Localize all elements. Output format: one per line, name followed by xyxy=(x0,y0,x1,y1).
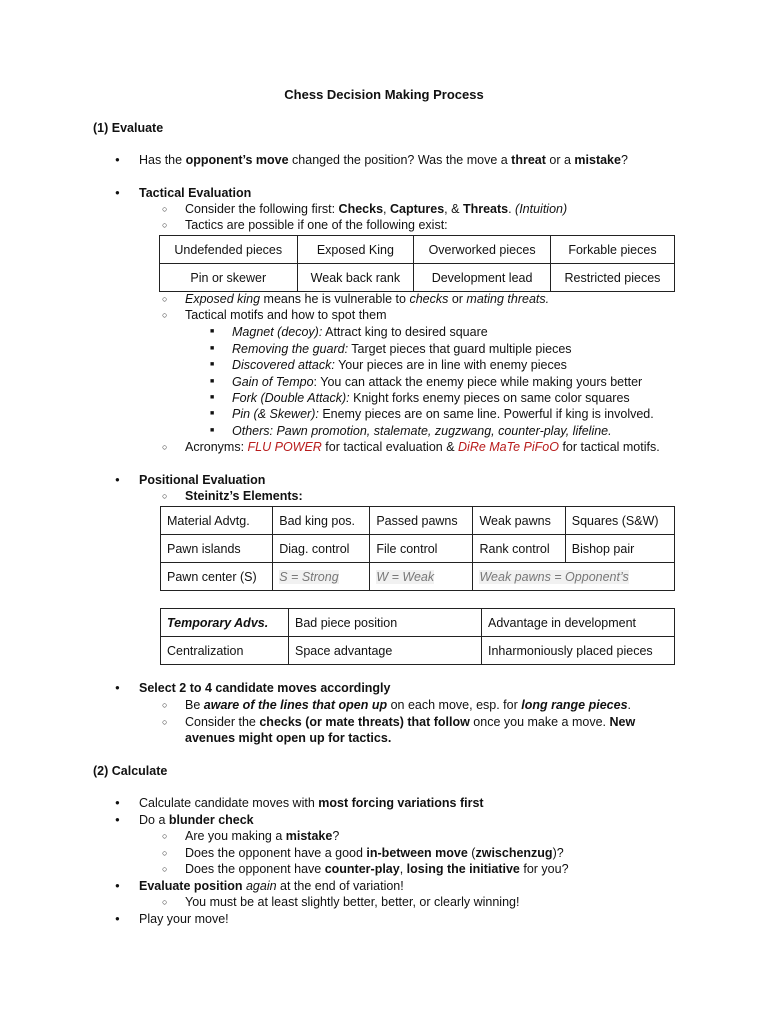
table-cell: Rank control xyxy=(473,535,565,563)
table-cell: Squares (S&W) xyxy=(565,507,674,535)
steinitz-table xyxy=(160,506,675,591)
tactical-consider: ○ Consider the following first: Checks, Captures, & Threats. (Intuition) xyxy=(185,201,567,217)
table-cell: Overworked pieces xyxy=(414,236,551,264)
table-row xyxy=(161,637,675,665)
table-cell: Development lead xyxy=(414,264,551,292)
tactical-heading: ● Tactical Evaluation xyxy=(139,185,251,201)
motif-item: ■ Gain of Tempo: You can attack the enemy piece while making yours better xyxy=(232,374,642,390)
motif-item: ■ Fork (Double Attack): Knight forks enemy pieces on same color squares xyxy=(232,390,630,406)
table-cell: Weak back rank xyxy=(297,264,414,292)
motifs-intro: ○ Tactical motifs and how to spot them xyxy=(185,307,386,323)
motif-item: ■ Others: Pawn promotion, stalemate, zugzwang, counter-play, lifeline. xyxy=(232,423,612,439)
acronyms-line: ○ Acronyms: FLU POWER for tactical evaluation & DiRe MaTe PiFoO for tactical motifs. xyxy=(185,439,660,455)
table-row xyxy=(160,264,675,292)
table-cell: Temporary Advs. xyxy=(161,609,289,637)
motif-item: ■ Removing the guard: Target pieces that guard multiple pieces xyxy=(232,341,572,357)
table-cell: Centralization xyxy=(161,637,289,665)
play-move: ● Play your move! xyxy=(139,911,229,927)
table-cell: Passed pawns xyxy=(370,507,473,535)
calc-candidates: ● Calculate candidate moves with most forcing variations first xyxy=(139,795,484,811)
bullet-opponent-move: ● Has the opponent’s move changed the position? Was the move a threat or a mistake? xyxy=(139,152,628,168)
table-row xyxy=(161,609,675,637)
table-cell: Bad king pos. xyxy=(273,507,370,535)
table-cell: Inharmoniously placed pieces xyxy=(482,637,675,665)
table-cell: Restricted pieces xyxy=(550,264,674,292)
table-cell: Exposed King xyxy=(297,236,414,264)
table-row xyxy=(160,236,675,264)
positional-heading: ● Positional Evaluation xyxy=(139,472,265,488)
blunder-check: ● Do a blunder check xyxy=(139,812,254,828)
select-candidates-heading: ● Select 2 to 4 candidate moves accordingly xyxy=(139,680,390,696)
table-row xyxy=(161,507,675,535)
table-cell: W = Weak xyxy=(370,563,473,591)
aware-lines-line: ○ Be aware of the lines that open up on each move, esp. for long range pieces. xyxy=(185,697,631,713)
question-mistake: ○ Are you making a mistake? xyxy=(185,828,339,844)
checks-follow-line: ○ Consider the checks (or mate threats) that follow once you make a move. New xyxy=(185,714,635,730)
table-cell: S = Strong xyxy=(273,563,370,591)
table-cell: Bad piece position xyxy=(289,609,482,637)
exposed-king-note: ○ Exposed king means he is vulnerable to checks or mating threats. xyxy=(185,291,549,307)
section-evaluate-heading: (1) Evaluate xyxy=(93,121,164,135)
table-row xyxy=(161,535,675,563)
tactical-possible: ○ Tactics are possible if one of the following exist: xyxy=(185,217,448,233)
table-cell: Pin or skewer xyxy=(160,264,298,292)
motif-item: ■ Pin (& Skewer): Enemy pieces are on same line. Powerful if king is involved. xyxy=(232,406,654,422)
evaluate-position: ● Evaluate position again at the end of variation! xyxy=(139,878,404,894)
table-row xyxy=(161,563,675,591)
steinitz-heading: ○ Steinitz’s Elements: xyxy=(185,488,303,504)
question-zwischenzug: ○ Does the opponent have a good in-between move (zwischenzug)? xyxy=(185,845,564,861)
question-counterplay: ○ Does the opponent have counter-play, losing the initiative for you? xyxy=(185,861,569,877)
table-cell: Pawn islands xyxy=(161,535,273,563)
be-better-line: ○ You must be at least slightly better, better, or clearly winning! xyxy=(185,894,519,910)
table-cell: Pawn center (S) xyxy=(161,563,273,591)
page-title: Chess Decision Making Process xyxy=(284,87,484,102)
table-cell: Space advantage xyxy=(289,637,482,665)
table-cell: File control xyxy=(370,535,473,563)
table-cell: Material Advtg. xyxy=(161,507,273,535)
temporary-advantages-table xyxy=(160,608,675,665)
table-cell: Bishop pair xyxy=(565,535,674,563)
new-avenues-line: avenues might open up for tactics. xyxy=(185,731,392,745)
table-cell: Advantage in development xyxy=(482,609,675,637)
table-cell: Undefended pieces xyxy=(160,236,298,264)
table-cell: Weak pawns = Opponent’s xyxy=(473,563,675,591)
table-cell: Forkable pieces xyxy=(550,236,674,264)
section-calculate-heading: (2) Calculate xyxy=(93,764,168,778)
table-cell: Weak pawns xyxy=(473,507,565,535)
motif-item: ■ Discovered attack: Your pieces are in line with enemy pieces xyxy=(232,357,567,373)
table-cell: Diag. control xyxy=(273,535,370,563)
motif-item: ■ Magnet (decoy): Attract king to desired square xyxy=(232,324,488,340)
tactics-table xyxy=(159,235,675,292)
